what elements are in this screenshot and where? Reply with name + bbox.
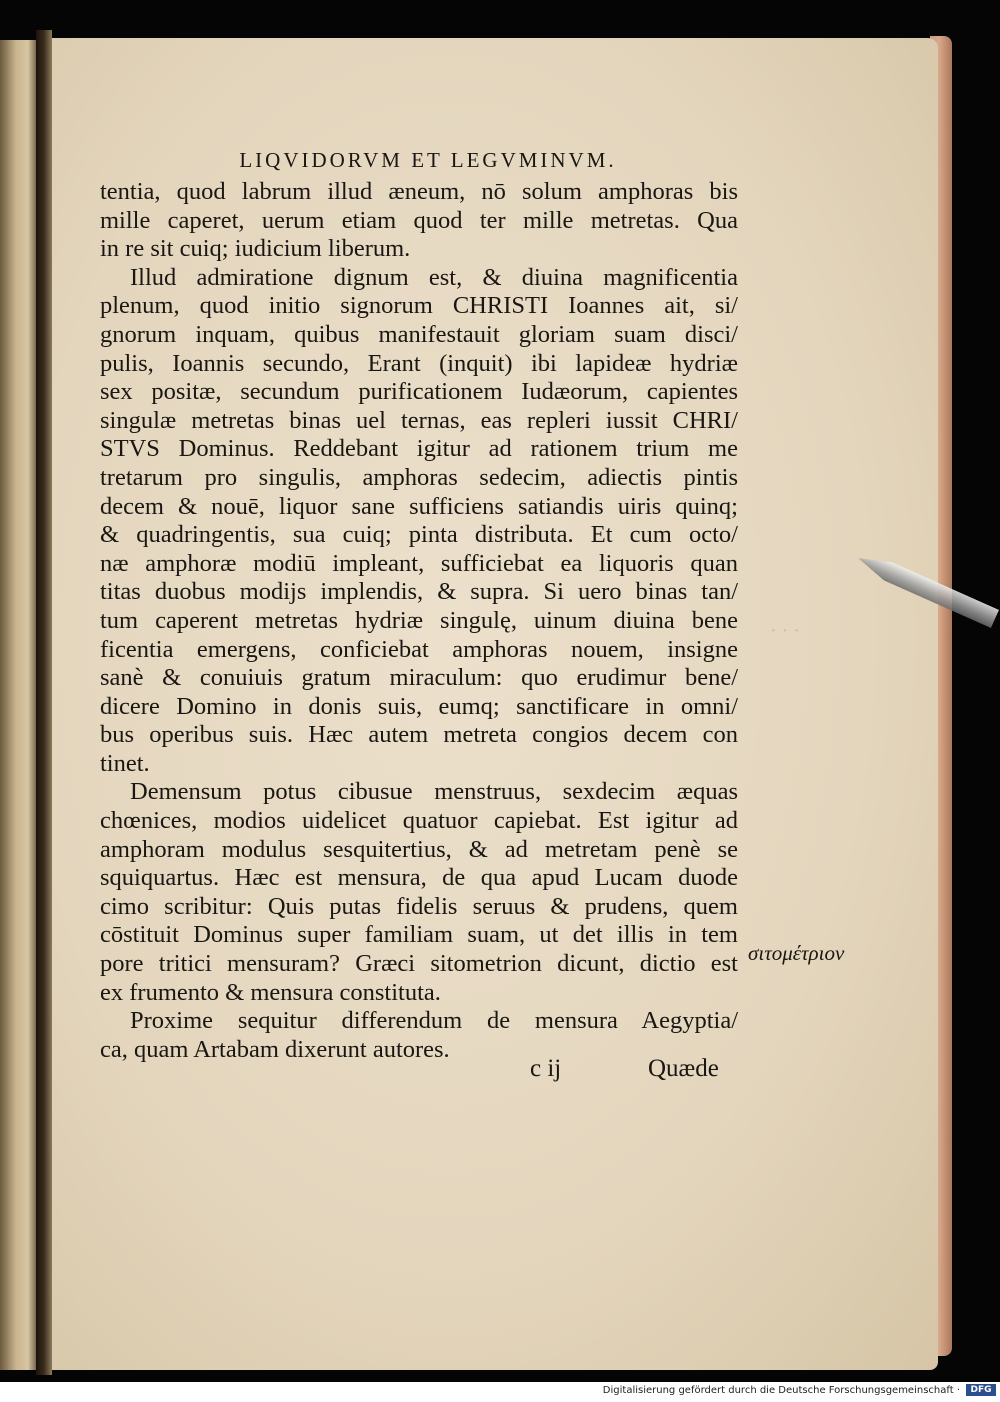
text-line: decem & nouē, liquor sane sufficiens satiandis uiris quinq; <box>100 492 738 520</box>
text-line: Proxime sequitur differendum de mensura Aegyptia/ <box>130 1007 738 1035</box>
text-line: tinet. <box>100 749 150 777</box>
text-line: & quadringentis, sua cuiq; pinta distributa. Et cum octo/ <box>100 521 738 549</box>
text-line: tentia, quod labrum illud æneum, nō solum amphoras bis <box>100 178 738 205</box>
text-line: titas duobus modijs implendis, & supra. Si uero binas tan/ <box>100 578 738 606</box>
catchword: Quæde <box>648 1055 719 1082</box>
text-line: amphoram modulus sesquitertius, & ad metretam penè se <box>100 835 738 863</box>
text-line: tum caperent metretas hydriæ singulę, uinum diuina bene <box>100 606 738 634</box>
text-line: cōstituit Dominus super familiam suam, ut det illis in tem <box>100 921 738 949</box>
text-line: Demensum potus cibusue menstruus, sexdecim æquas <box>130 778 738 806</box>
margin-note: σιτομέτριον <box>748 941 845 965</box>
text-line: squiquartus. Hæc est mensura, de qua apud Lucam duode <box>100 864 738 892</box>
text-line: STVS Dominus. Reddebant igitur ad rationem trium me <box>100 435 738 463</box>
signature-mark: c ij <box>530 1055 562 1082</box>
text-line: bus operibus suis. Hæc autem metreta congios decem con <box>100 721 738 749</box>
text-line: chœnices, modios uidelicet quatuor capiebat. Est igitur ad <box>100 807 738 835</box>
text-line: dicere Domino in donis suis, eumq; sanctificare in omni/ <box>100 692 738 720</box>
text-line: singulæ metretas binas uel ternas, eas repleri iussit CHRI/ <box>100 406 738 434</box>
running-head: LIQVIDORVM ET LEGVMINVM. <box>239 148 617 172</box>
book-gutter <box>36 30 52 1375</box>
facing-page-edge <box>0 40 40 1370</box>
show-through-text: · · · <box>770 620 800 642</box>
digitization-credit: Digitalisierung gefördert durch die Deutsche Forschungsgemeinschaft · <box>602 1385 960 1396</box>
text-line: Illud admiratione dignum est, & diuina magnificentia <box>130 263 738 291</box>
text-line: ficentia emergens, conficiebat amphoras nouem, insigne <box>100 635 738 663</box>
text-line: pore tritici mensuram? Græci sitometrion dicunt, dictio est <box>100 950 738 978</box>
text-line: sex positæ, secundum purificationem Iudæorum, capientes <box>100 378 738 406</box>
text-block <box>100 178 738 1064</box>
dfg-logo-icon: DFG <box>966 1384 996 1396</box>
text-line: plenum, quod initio signorum CHRISTI Ioannes ait, si/ <box>100 292 738 320</box>
text-line: gnorum inquam, quibus manifestauit gloriam suam disci/ <box>100 320 738 348</box>
text-line: ex frumento & mensura constituta. <box>100 978 441 1006</box>
text-line: tretarum pro singulis, amphoras sedecim, adiectis pintis <box>100 463 738 491</box>
text-line: sanè & conuiuis gratum miraculum: quo erudimur bene/ <box>100 664 738 692</box>
text-line: mille caperet, uerum etiam quod ter mille metretas. Qua <box>100 206 738 234</box>
text-line: pulis, Ioannis secundo, Erant (inquit) ibi lapideæ hydriæ <box>100 349 738 377</box>
text-line: næ amphoræ modiū impleant, sufficiebat ea liquoris quan <box>100 549 738 577</box>
text-line: in re sit cuiq; iudicium liberum. <box>100 235 411 263</box>
text-line: cimo scribitur: Quis putas fidelis seruus & prudens, quem <box>100 892 738 920</box>
text-line: ca, quam Artabam dixerunt autores. <box>100 1035 450 1063</box>
